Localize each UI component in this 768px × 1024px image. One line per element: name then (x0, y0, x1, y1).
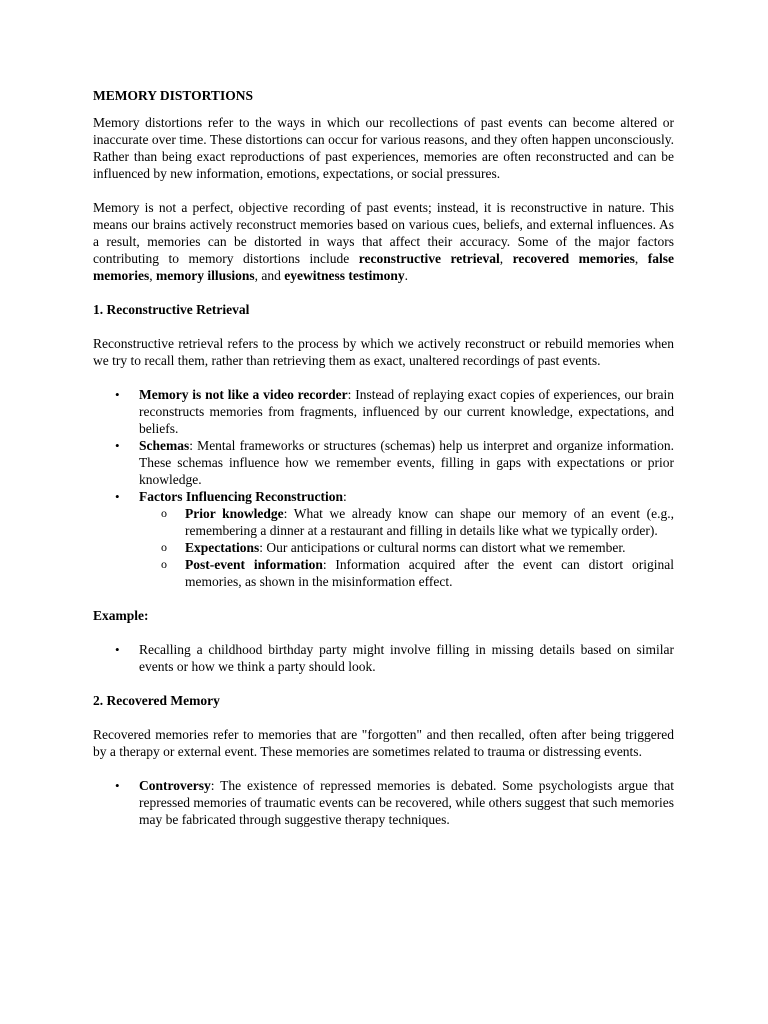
list-item (139, 777, 674, 828)
bullet-term: Factors Influencing Reconstruction (139, 489, 343, 504)
term-false-memories: false memories (93, 251, 674, 283)
separator: , and (254, 268, 285, 283)
example-bullet-list (93, 641, 674, 675)
section-1-bullet-list (93, 386, 674, 590)
document-title: MEMORY DISTORTIONS (93, 88, 253, 103)
sub-bullet-term: Prior knowledge (185, 506, 284, 521)
sub-bullet-text: : Information acquired after the event can distort original memories, as shown in the misinformation effect. (185, 557, 674, 589)
section-1-heading: 1. Reconstructive Retrieval (93, 302, 250, 317)
term-memory-illusions: memory illusions (155, 268, 255, 283)
sub-bullet-list (139, 505, 674, 590)
document-page (93, 87, 674, 828)
sub-list-item (185, 556, 674, 590)
bullet-text: : Instead of replaying exact copies of experiences, our brain reconstructs memories from fragments, influenced by our current knowledge, expectations, and beliefs. (139, 387, 674, 436)
separator: , (634, 251, 648, 266)
separator: , (149, 268, 156, 283)
bullet-text: : The existence of repressed memories is debated. Some psychologists argue that repressed memories of traumatic events can be recovered, while others suggest that such memories may be fabricated through suggestive therapy techniques. (139, 778, 674, 827)
term-reconstructive-retrieval: reconstructive retrieval (358, 251, 500, 266)
sub-list-item (185, 539, 674, 556)
intro-paragraph-2 (93, 199, 674, 284)
sentence-end: . (404, 268, 408, 283)
sub-bullet-term: Post-event information (185, 557, 323, 572)
bullet-term: Schemas (139, 438, 190, 453)
list-item (139, 386, 674, 437)
bullet-text: : (342, 489, 347, 504)
bullet-term: Controversy (139, 778, 211, 793)
intro-paragraph-2-text: Memory is not a perfect, objective recording of past events; instead, it is reconstructive in nature. This means our brains actively reconstruct memories based on various cues, beliefs, and external influences. As a result, memories can be distorted in ways that affect their accuracy. Some of the major factors contributing to memory distortions include (93, 200, 674, 266)
intro-paragraph-1: Memory distortions refer to the ways in which our recollections of past events can become altered or inaccurate over time. These distortions can occur for various reasons, and they often happen unconsciously. Rather than being exact reproductions of past experiences, memories are often reconstructed and can be influenced by new information, emotions, expectations, or social pressures. (93, 115, 674, 181)
separator: , (499, 251, 513, 266)
section-1-paragraph: Reconstructive retrieval refers to the process by which we actively reconstruct or rebuild memories when we try to recall them, rather than retrieving them as exact, unaltered recordings of past events. (93, 336, 674, 368)
term-recovered-memories: recovered memories (512, 251, 635, 266)
section-2-bullet-list (93, 777, 674, 828)
section-2-heading: 2. Recovered Memory (93, 693, 220, 708)
section-2-paragraph: Recovered memories refer to memories that are "forgotten" and then recalled, often after being triggered by a therapy or external event. These memories are sometimes related to trauma or distressing events. (93, 727, 674, 759)
list-item (139, 437, 674, 488)
bullet-text: : Mental frameworks or structures (schemas) help us interpret and organize information. These schemas influence how we remember events, filling in gaps with expectations or prior knowledge. (139, 438, 674, 487)
sub-bullet-term: Expectations (185, 540, 260, 555)
sub-bullet-text: : Our anticipations or cultural norms can distort what we remember. (259, 540, 626, 555)
bullet-term: Memory is not like a video recorder (139, 387, 348, 402)
sub-list-item (185, 505, 674, 539)
list-item (139, 488, 674, 590)
term-eyewitness-testimony: eyewitness testimony (284, 268, 405, 283)
sub-bullet-text: : What we already know can shape our memory of an event (e.g., remembering a dinner at a restaurant and filling in details like what we typically order). (185, 506, 674, 538)
example-heading: Example: (93, 608, 149, 623)
list-item: • Recalling a childhood birthday party might involve filling in missing details based on similar events or how we think a party should look. (139, 641, 674, 675)
